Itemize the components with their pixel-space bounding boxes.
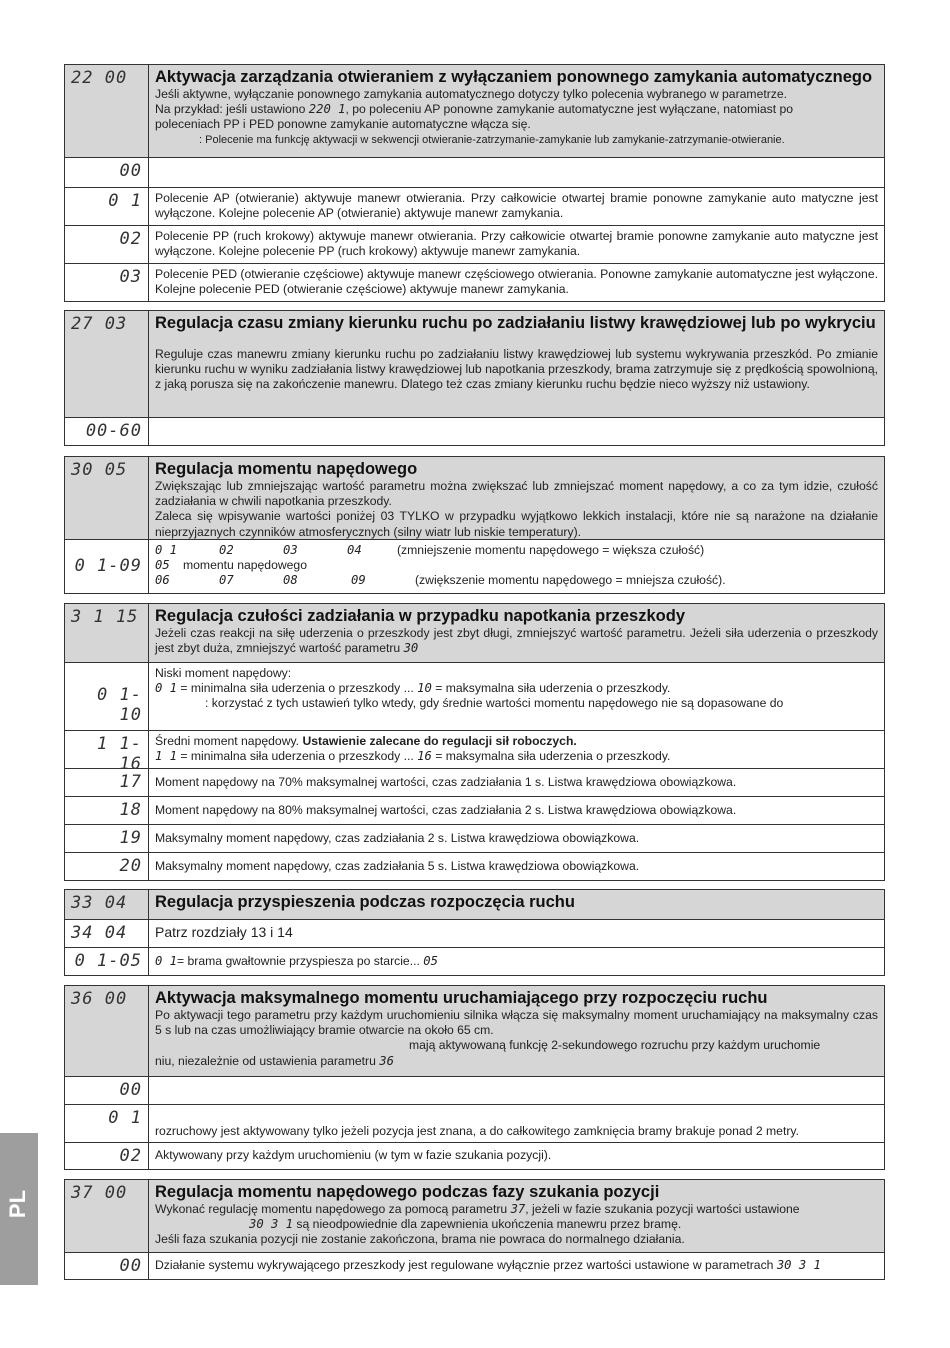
param-table-31 bbox=[64, 603, 885, 881]
value-code: 17 bbox=[65, 769, 149, 796]
param-title: Aktywacja maksymalnego momentu uruchamiającego przy rozpoczęciu ruchu bbox=[155, 989, 768, 1007]
param-table-36 bbox=[64, 985, 885, 1170]
param-title: Regulacja momentu napędowego podczas fazy szukania pozycji bbox=[155, 1183, 660, 1201]
desc-line: Jeśli faza szukania pozycji nie zostanie zakończona, brama nie powraca do normalnego działania. bbox=[155, 1232, 685, 1247]
value-code: 0 1 bbox=[65, 188, 149, 225]
param-table-27 bbox=[64, 310, 885, 446]
value-desc: Działanie systemu wykrywającego przeszkody jest regulowane wyłącznie przez wartości ustawione w parametrach 30 3 1 bbox=[155, 1258, 821, 1272]
desc-text: Po aktywacji tego parametru przy każdym uruchomieniu silnika włącza się maksymalny moment uruchamiający na maksymalny czas 5 s lub na czas umożliwiający bramie otwarcie na około 65 cm. bbox=[155, 1008, 878, 1038]
language-tab bbox=[0, 1133, 38, 1285]
param-code: 22 00 bbox=[65, 65, 149, 157]
desc-line: Na przykład: jeśli ustawiono 220 1, po poleceniu AP ponowne zamykanie automatyczne jest wyłączane, natomiast po bbox=[155, 102, 794, 117]
value-code: 00 bbox=[65, 158, 149, 187]
value-code: 00 bbox=[65, 1077, 149, 1104]
desc-line: poleceniach PP i PED ponowne zamykanie automatyczne włącza się. bbox=[155, 117, 531, 132]
param-description bbox=[149, 65, 884, 157]
param-table-37 bbox=[64, 1179, 885, 1280]
value-desc: Polecenie PED (otwieranie częściowe) aktywuje manewr częściowego otwierania. Ponowne zamykanie automatyczne jest wyłączone. Kolejne polecenie PED (otwieranie częściowe) aktywuje manewr zamykania. bbox=[155, 267, 878, 297]
value-code: 03 bbox=[65, 264, 149, 301]
param-code: 3 1 15 bbox=[65, 604, 149, 662]
value-code: 00 bbox=[65, 1253, 149, 1279]
value-desc: Aktywowany przy każdym uruchomieniu (w tym w fazie szukania pozycji). bbox=[155, 1148, 552, 1162]
value-desc: Moment napędowy na 70% maksymalnej wartości, czas zadziałania 1 s. Listwa krawędziowa obowiązkowa. bbox=[155, 775, 737, 789]
param-code: 36 00 bbox=[65, 986, 149, 1076]
param-table-22 bbox=[64, 64, 885, 302]
value-desc: Maksymalny moment napędowy, czas zadziałania 5 s. Listwa krawędziowa obowiązkowa. bbox=[155, 859, 640, 873]
value-code: 02 bbox=[65, 1143, 149, 1169]
param-description bbox=[149, 311, 884, 417]
note: : Polecenie ma funkcję aktywacji w sekwencji otwieranie-zatrzymanie-zamykanie lub zamykanie-zatrzymanie-otwieranie. bbox=[199, 133, 785, 146]
value-code: 02 bbox=[65, 226, 149, 263]
value-range: 1 1- 16 bbox=[65, 731, 149, 768]
value-code: 0 1 bbox=[65, 1105, 149, 1142]
desc-line: Jeśli aktywne, wyłączanie ponownego zamykania automatycznego dotyczy tylko polecenia wybranego w parametrze. bbox=[155, 87, 788, 101]
value-desc: Polecenie AP (otwieranie) aktywuje manewr otwierania. Przy całkowicie otwartej bramie ponowne zamykanie auto matyczne jest wyłączone. Kolejne polecenie AP (otwieranie) aktywuje manewr zamykania. bbox=[155, 191, 878, 221]
value-range: 00-60 bbox=[65, 418, 149, 445]
value-code: 20 bbox=[65, 853, 149, 880]
value-code: 19 bbox=[65, 825, 149, 852]
value-desc: Średni moment napędowy. Ustawienie zalecane do regulacji sił roboczych. 1 1 = minimalna siła uderzenia o przeszkody ... 16 = maksymalna siła uderzenia o przeszkody. bbox=[155, 734, 671, 764]
value-range: 0 1- 10 bbox=[65, 663, 149, 730]
param-title: Regulacja momentu napędowego bbox=[155, 460, 418, 478]
value-desc bbox=[149, 1077, 884, 1104]
param-description bbox=[149, 986, 884, 1076]
value-desc: Maksymalny moment napędowy, czas zadziałania 2 s. Listwa krawędziowa obowiązkowa. bbox=[155, 831, 640, 845]
param-code: 33 04 bbox=[65, 890, 149, 919]
param-title: Regulacja czasu zmiany kierunku ruchu po zadziałaniu listwy krawędziowej lub po wykryciu bbox=[155, 314, 876, 332]
desc-text: Zwiększając lub zmniejszając wartość parametru można zwiększać lub zmniejszać moment napędowy, a co za tym idzie, czułość zadziałania w chwili napotkania przeszkody. bbox=[155, 479, 878, 509]
desc-text: Reguluje czas manewru zmiany kierunku ruchu po zadziałaniu listwy krawędziowej lub systemu wykrywania przeszkód. Po zmianie kierunku ruchu w wyniku zadziałania listwy krawędziowej lub napotkania przeszkody, brama zatrzymuje się z prędkością spowolnioną, z jaką porusza się na zakończenie manewru. Dlatego też czas zmiany kierunku ruchu będzie nieco wyższy niż ustawiony. bbox=[155, 347, 878, 392]
param-title: Regulacja przyspieszenia podczas rozpoczęcia ruchu bbox=[155, 893, 575, 911]
value-desc: 0 1= brama gwałtownie przyspiesza po starcie... 05 bbox=[155, 954, 438, 968]
param-code: 27 03 bbox=[65, 311, 149, 417]
value-desc: 0 1 02 03 04 (zmniejszenie momentu napędowego = większa czułość) 05 momentu napędowego 06 07 08 09 (zwiększenie momentu napędowego = mniejsza czułość). bbox=[155, 543, 726, 588]
value-range: 0 1-09 bbox=[65, 540, 149, 593]
param-description bbox=[149, 890, 884, 919]
param-code: 37 00 bbox=[65, 1180, 149, 1252]
value-desc: Polecenie PP (ruch krokowy) aktywuje manewr otwierania. Przy całkowicie otwartej bramie ponowne zamykanie auto matyczne jest wyłączone. Kolejne polecenie PP (ruch krokowy) aktywuje manewr zamykania. bbox=[155, 229, 878, 259]
value-desc: rozruchowy jest aktywowany tylko jeżeli pozycja jest znana, a do całkowitego zamknięcia bramy brakuje ponad 2 metry. bbox=[155, 1124, 799, 1138]
desc-line: Wykonać regulację momentu napędowego za pomocą parametru 37, jeżeli w fazie szukania pozycji wartości ustawione bbox=[155, 1202, 800, 1216]
language-label: PL bbox=[5, 1189, 31, 1219]
param-description bbox=[149, 1180, 884, 1252]
param-code: 30 05 bbox=[65, 457, 149, 539]
param-description bbox=[149, 457, 884, 539]
param-code: 34 04 bbox=[65, 920, 149, 947]
param-title: Regulacja czułości zadziałania w przypadku napotkania przeszkody bbox=[155, 607, 685, 625]
desc-line: niu, niezależnie od ustawienia parametru 36 bbox=[155, 1053, 394, 1068]
value-desc: Patrz rozdziały 13 i 14 bbox=[155, 924, 293, 940]
param-title: Aktywacja zarządzania otwieraniem z wyłączaniem ponownego zamykania automatycznego bbox=[155, 68, 873, 86]
value-desc: Niski moment napędowy: 0 1 = minimalna siła uderzenia o przeszkody ... 10 = maksymalna siła uderzenia o przeszkody. : korzystać z tych ustawień tylko wtedy, gdy średnie wartości momentu napędowego nie są dopasowane do bbox=[155, 666, 784, 711]
value-desc bbox=[149, 158, 884, 187]
desc-line: mają aktywowaną funkcję 2-sekundowego rozruchu przy każdym uruchomie bbox=[409, 1038, 821, 1053]
param-table-33 bbox=[64, 889, 885, 976]
value-range: 0 1-05 bbox=[65, 948, 149, 975]
desc-text: Jeżeli czas reakcji na siłę uderzenia o przeszkody jest zbyt długi, zmniejszyć wartość parametru. Jeżeli siła uderzenia o przeszkody jest zbyt duża, zmniejszyć wartość parametru 30 bbox=[155, 626, 878, 656]
desc-text: Zaleca się wpisywanie wartości poniżej 03 TYLKO w przypadku wyjątkowo lekkich instalacji, które nie są narażone na działanie nieprzyjaznych czynników atmosferycznych (silny wiatr lub niskie temperatury). bbox=[155, 509, 878, 539]
desc-line: 30 3 1 są nieodpowiednie dla zapewnienia ukończenia manewru przez bramę. bbox=[249, 1217, 682, 1232]
value-desc: Moment napędowy na 80% maksymalnej wartości, czas zadziałania 2 s. Listwa krawędziowa obowiązkowa. bbox=[155, 803, 737, 817]
value-code: 18 bbox=[65, 797, 149, 824]
param-table-30 bbox=[64, 456, 885, 594]
param-description bbox=[149, 604, 884, 662]
